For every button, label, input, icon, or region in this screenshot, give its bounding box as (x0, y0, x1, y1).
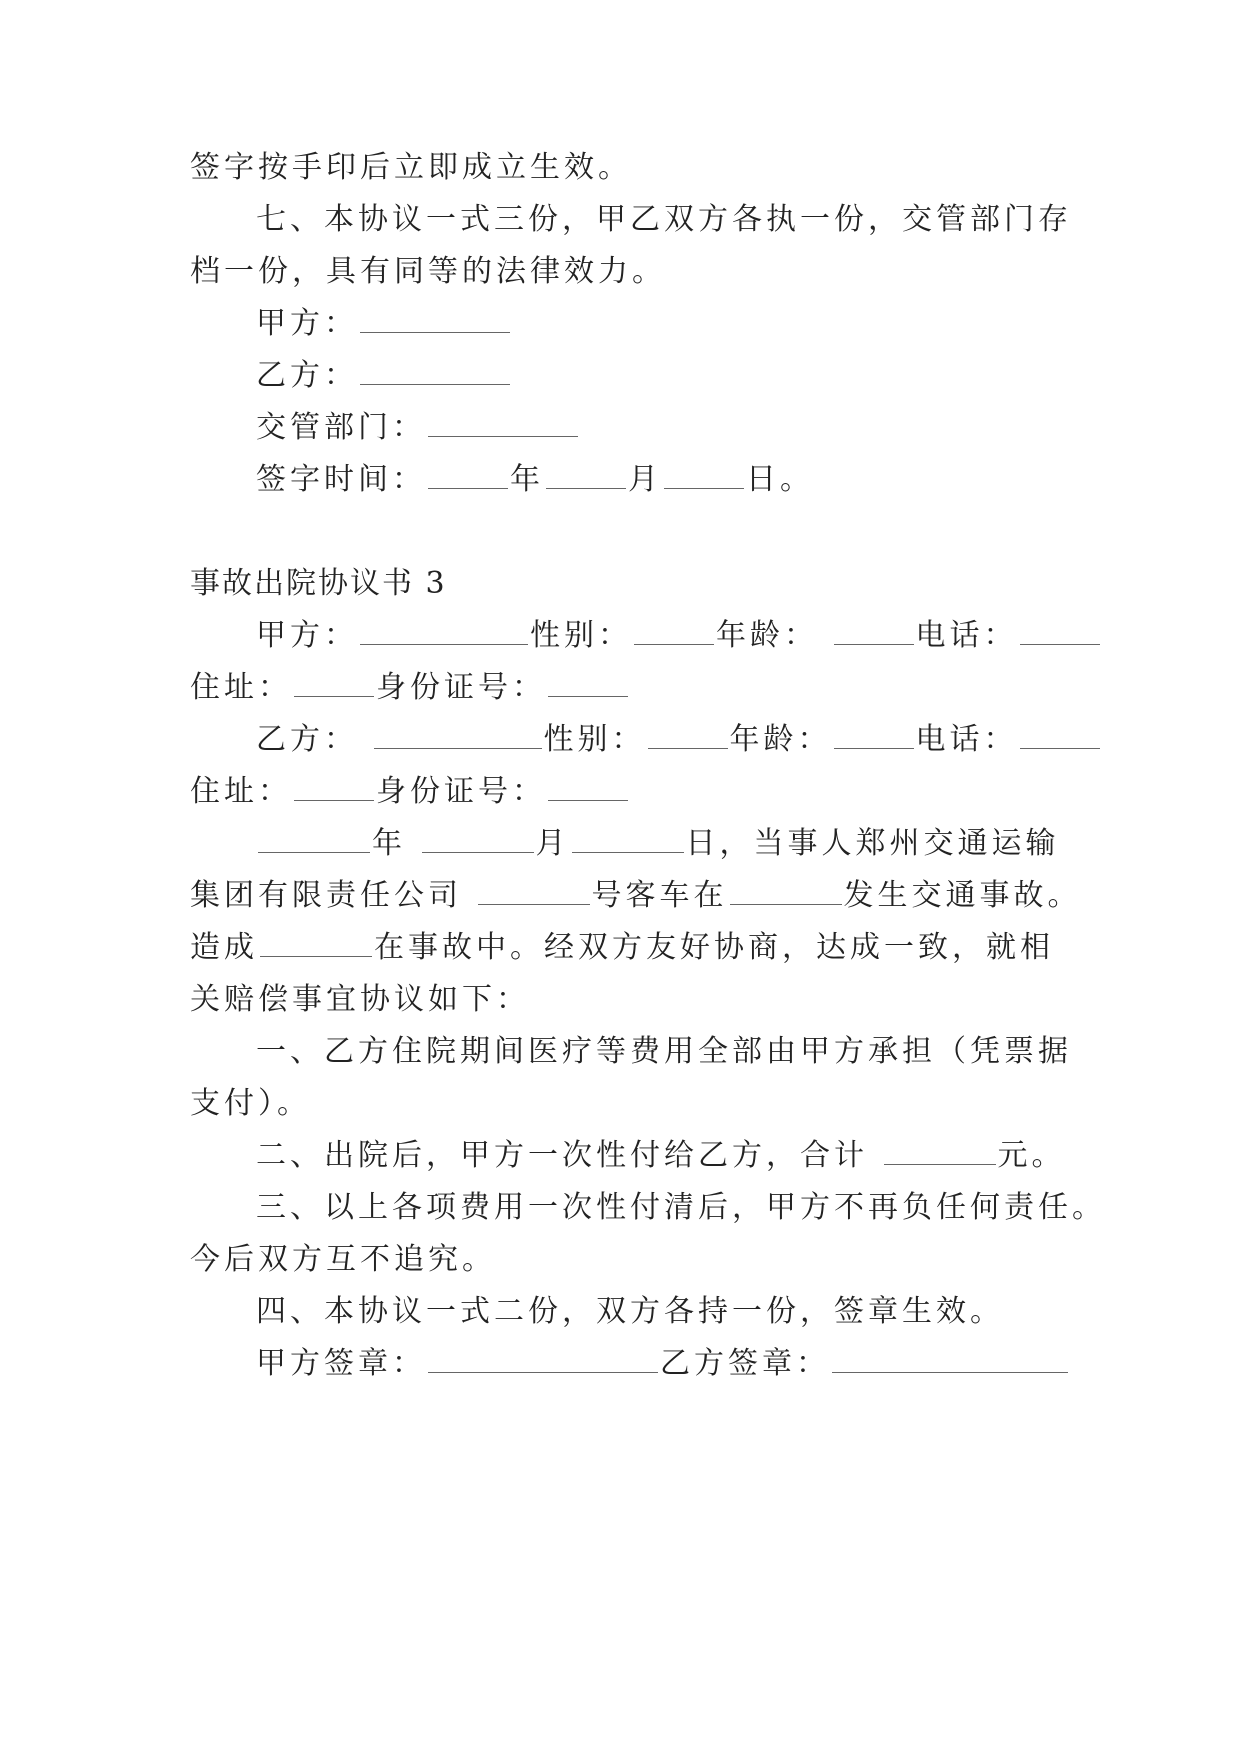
year-blank (428, 462, 508, 489)
accident-month-text: 月 (535, 826, 570, 861)
bus-number-blank (478, 878, 590, 905)
party-b-signature-line (256, 356, 1050, 396)
clause-3-line-2: 今后双方互不追究。 (190, 1242, 496, 1277)
party-a-info-line (256, 616, 1050, 656)
signing-time-line (256, 460, 1050, 500)
day-text: 日。 (746, 462, 814, 497)
agreement-3-title: 事故出院协议书 3 (190, 566, 447, 601)
seal-line (256, 1344, 1050, 1384)
party-b-info-label: 乙方： (256, 722, 358, 757)
party-a-label: 甲方： (256, 306, 358, 341)
bus-text: 号客车在 (591, 878, 728, 913)
party-a-phone-label: 电话： (915, 618, 1018, 653)
party-a-address-line (190, 668, 1050, 708)
day-blank (664, 462, 744, 489)
clause-1-line-1: 一、乙方住院期间医疗等费用全部由甲方承担（凭票据 (256, 1034, 1072, 1069)
party-b-address-line (190, 772, 1050, 812)
party-b-label: 乙方： (256, 358, 358, 393)
clause-7-line-2: 档一份，具有同等的法律效力。 (190, 254, 666, 289)
accident-day-text: 日，当事人郑州交通运输 (685, 826, 1060, 861)
party-b-id-label: 身份证号： (376, 774, 546, 809)
party-b-gender-blank (648, 722, 728, 749)
text-line-effective: 签字按手印后立即成立生效。 (190, 150, 632, 185)
party-a-age-blank (834, 618, 914, 645)
accident-text: 发生交通事故。 (843, 878, 1082, 913)
party-a-gender-blank (634, 618, 714, 645)
traffic-department-blank (428, 410, 578, 437)
clause-1-line-2: 支付）。 (190, 1086, 311, 1121)
accident-month-blank (422, 826, 534, 853)
party-b-seal-label: 乙方签章： (660, 1346, 830, 1381)
accident-year-blank (258, 826, 370, 853)
party-a-address-blank (294, 670, 374, 697)
party-b-info-line (256, 720, 1050, 760)
party-a-gender-label: 性别： (530, 618, 632, 653)
party-a-id-label: 身份证号： (376, 670, 546, 705)
party-a-signature-line (256, 304, 1050, 344)
clause-4-line: 四、本协议一式二份，双方各持一份，签章生效。 (256, 1294, 1004, 1329)
party-b-seal-blank (832, 1346, 1068, 1373)
party-b-age-blank (834, 722, 914, 749)
party-b-id-blank (548, 774, 628, 801)
party-a-phone-blank (1020, 618, 1100, 645)
clause-2-prefix: 二、出院后，甲方一次性付给乙方，合计 (256, 1138, 868, 1173)
party-b-phone-label: 电话： (915, 722, 1018, 757)
compensation-intro-line: 关赔偿事宜协议如下： (190, 982, 530, 1017)
party-a-address-label: 住址： (190, 670, 292, 705)
cause-blank (260, 930, 372, 957)
cause-prefix: 造成 (190, 930, 258, 965)
party-b-phone-blank (1020, 722, 1100, 749)
party-b-blank (360, 358, 510, 385)
party-a-seal-label: 甲方签章： (256, 1346, 426, 1381)
party-b-address-blank (294, 774, 374, 801)
month-blank (546, 462, 626, 489)
traffic-department-signature-line (256, 408, 1050, 448)
accident-date-line (256, 824, 1060, 864)
party-b-address-label: 住址： (190, 774, 292, 809)
clause-2-suffix: 元。 (997, 1138, 1066, 1173)
company-name: 集团有限责任公司 (190, 878, 462, 913)
party-a-id-blank (548, 670, 628, 697)
amount-blank (884, 1138, 996, 1165)
clause-7-line-1: 七、本协议一式三份，甲乙双方各执一份，交管部门存 (256, 202, 1072, 237)
party-b-gender-label: 性别： (543, 722, 646, 757)
party-a-name-blank (360, 618, 528, 645)
accident-location-blank (730, 878, 842, 905)
signing-time-label: 签字时间： (256, 462, 426, 497)
party-b-name-blank (374, 722, 542, 749)
accident-year-text: 年 (372, 826, 406, 861)
party-a-age-label: 年龄： (716, 618, 818, 653)
year-text: 年 (510, 462, 544, 497)
month-text: 月 (628, 462, 662, 497)
traffic-department-label: 交管部门： (256, 410, 426, 445)
accident-bus-line (190, 876, 1082, 916)
accident-cause-line (190, 928, 1054, 968)
cause-suffix: 在事故中。经双方友好协商，达成一致，就相 (374, 930, 1054, 965)
party-a-info-label: 甲方： (256, 618, 358, 653)
clause-2-line (256, 1136, 1066, 1176)
accident-day-blank (572, 826, 684, 853)
party-a-blank (360, 306, 510, 333)
party-a-seal-blank (428, 1346, 658, 1373)
party-b-age-label: 年龄： (729, 722, 832, 757)
clause-3-line-1: 三、以上各项费用一次性付清后，甲方不再负任何责任。 (256, 1190, 1106, 1225)
